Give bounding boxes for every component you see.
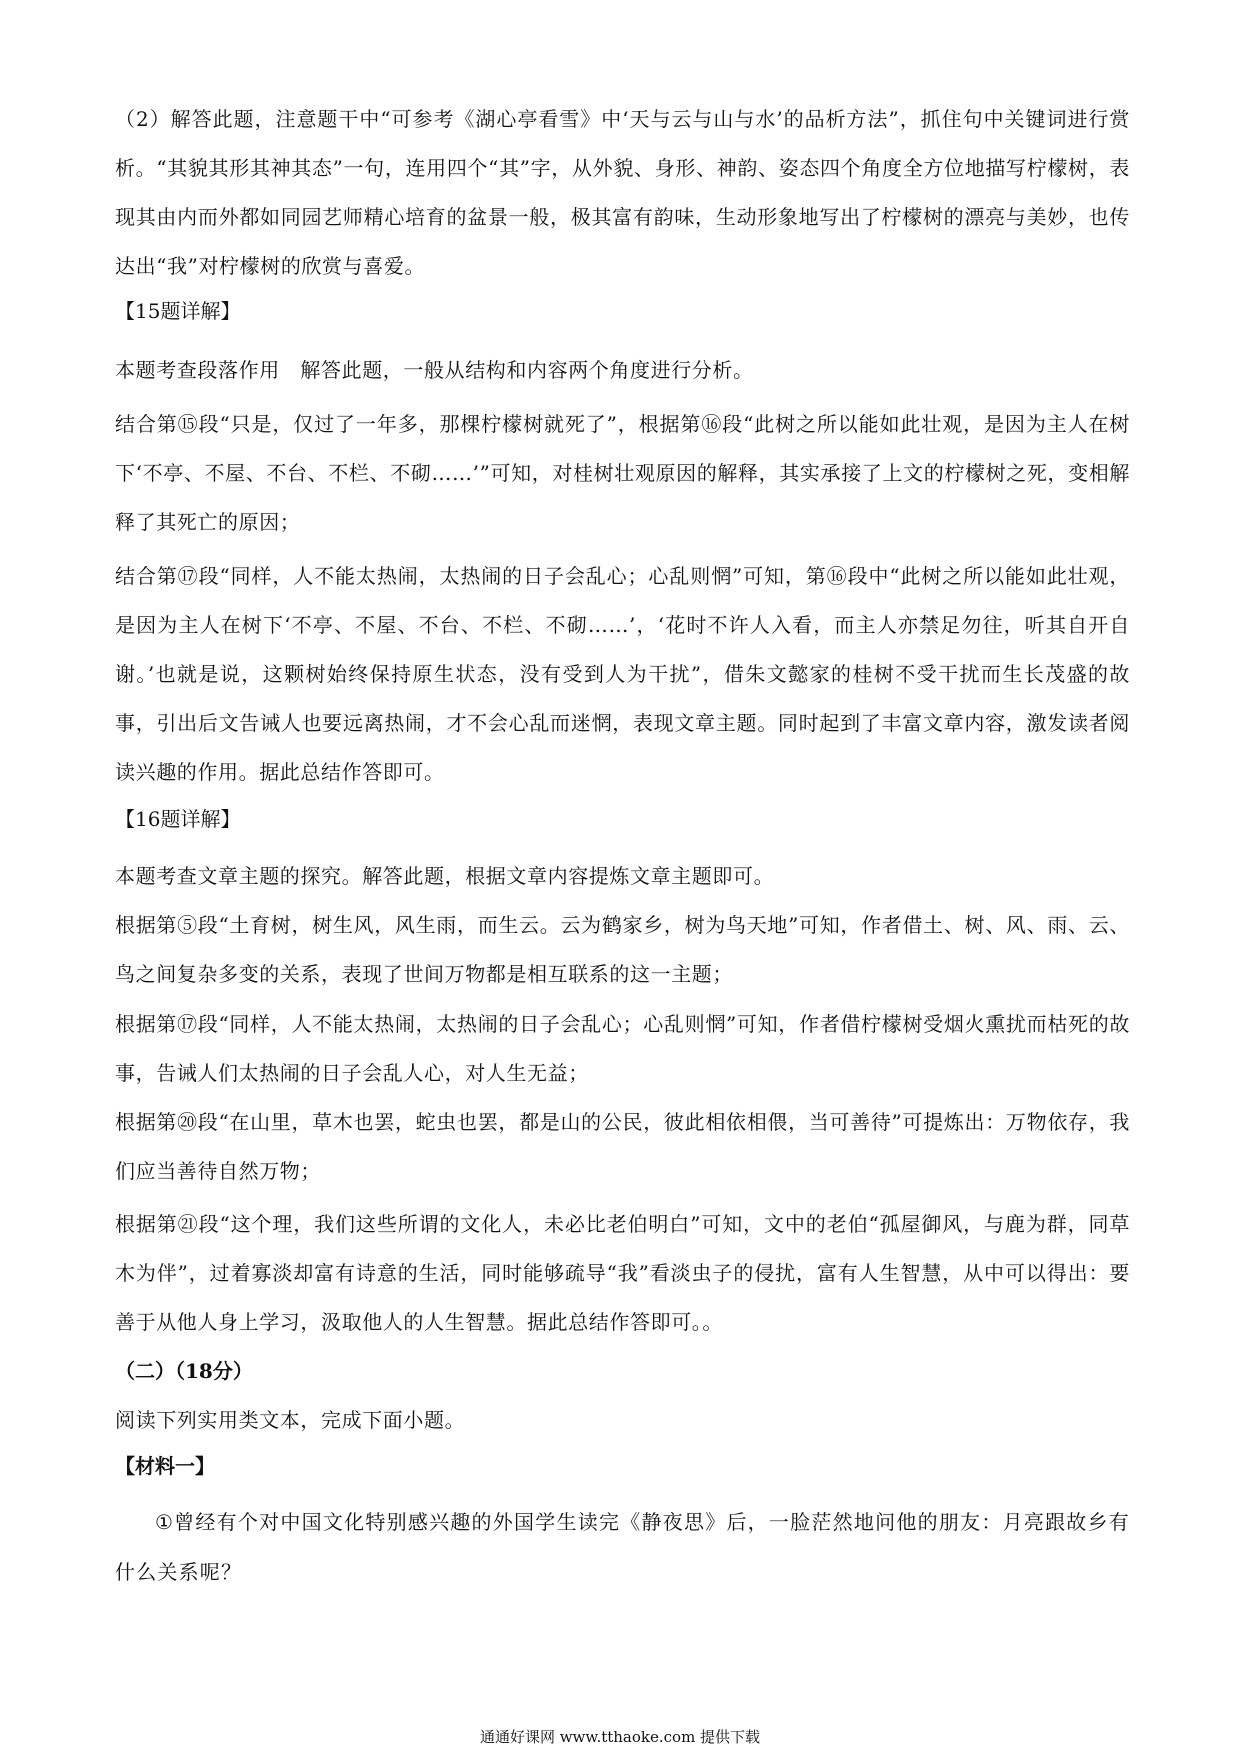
heading-question-15: 【15题详解】: [115, 299, 241, 323]
paragraph-q16-theme-2: 根据第⑰段“同样，人不能太热闹，太热闹的日子会乱心；心乱则惘”可知，作者借柠檬树受烟火熏扰而枯死的故事，告诫人们太热闹的日子会乱人心，对人生无益；: [115, 1012, 1130, 1085]
material-one-label: 【材料一】: [115, 1454, 215, 1478]
paragraph-q15-analysis-2: 结合第⑰段“同样，人不能太热闹，太热闹的日子会乱心；心乱则惘”可知，第⑯段中“此树之所以能如此壮观，是因为主人在树下‘不亭、不屋、不台、不栏、不砌……’，‘花时不许人入看，而主人亦禁足勿往，听其自开自谢。’也就是说，这颗树始终保持原生状态，没有受到人为干扰”，借朱文懿家的桂树不受干扰而生长茂盛的故事，引出后文告诫人也要远离热闹，才不会心乱而迷惘，表现文章主题。同时起到了丰富文章内容，激发读者阅读兴趣的作用。据此总结作答即可。: [115, 564, 1130, 784]
paragraph-q16-theme-4: 根据第㉑段“这个理，我们这些所谓的文化人，未必比老伯明白”可知，文中的老伯“孤屋御风，与鹿为群，同草木为伴”，过着寡淡却富有诗意的生活，同时能够疏导“我”看淡虫子的侵扰，富有人生智慧，从中可以得出：要善于从他人身上学习，汲取他人的人生智慧。据此总结作答即可。。: [115, 1212, 1130, 1334]
section-heading-part-2: （二）（18分）: [115, 1359, 253, 1383]
paragraph-q15-analysis-1: 结合第⑮段“只是，仅过了一年多，那棵柠檬树就死了”，根据第⑯段“此树之所以能如此壮观，是因为主人在树下‘不亭、不屋、不台、不栏、不砌……’”可知，对桂树壮观原因的解释，其实承接了上文的柠檬树之死，变相解释了其死亡的原因；: [115, 412, 1130, 534]
paragraph-q15-intro: 本题考查段落作用 解答此题，一般从结构和内容两个角度进行分析。: [115, 358, 754, 382]
paragraph-q16-intro: 本题考查文章主题的探究。解答此题，根据文章内容提炼文章主题即可。: [115, 864, 775, 888]
material-one-paragraph-1: ①曾经有个对中国文化特别感兴趣的外国学生读完《静夜思》后，一脸茫然地问他的朋友：月亮跟故乡有什么关系呢？: [115, 1510, 1130, 1584]
paragraph-q16-theme-3: 根据第⑳段“在山里，草木也罢，蛇虫也罢，都是山的公民，彼此相依相偎，当可善待”可提炼出：万物依存，我们应当善待自然万物；: [115, 1110, 1130, 1183]
paragraph-q16-theme-1: 根据第⑤段“土育树，树生风，风生雨，而生云。云为鹤家乡，树为鸟天地”可知，作者借土、树、风、雨、云、鸟之间复杂多变的关系，表现了世间万物都是相互联系的这一主题；: [115, 913, 1130, 986]
page-footer: 通通好课网 www.tthaoke.com 提供下载: [479, 1728, 761, 1746]
paragraph-answer-14-2: （2）解答此题，注意题干中“可参考《湖心亭看雪》中‘天与云与山与水’的品析方法”，抓住句中关键词进行赏析。“其貌其形其神其态”一句，连用四个“其”字，从外貌、身形、神韵、姿态四个角度全方位地描写柠檬树，表现其由内而外都如同园艺师精心培育的盆景一般，极其富有韵味，生动形象地写出了柠檬树的漂亮与美妙，也传达出“我”对柠檬树的欣赏与喜爱。: [115, 107, 1130, 278]
heading-question-16: 【16题详解】: [115, 807, 241, 831]
paragraph-reading-instruction: 阅读下列实用类文本，完成下面小题。: [115, 1408, 466, 1432]
